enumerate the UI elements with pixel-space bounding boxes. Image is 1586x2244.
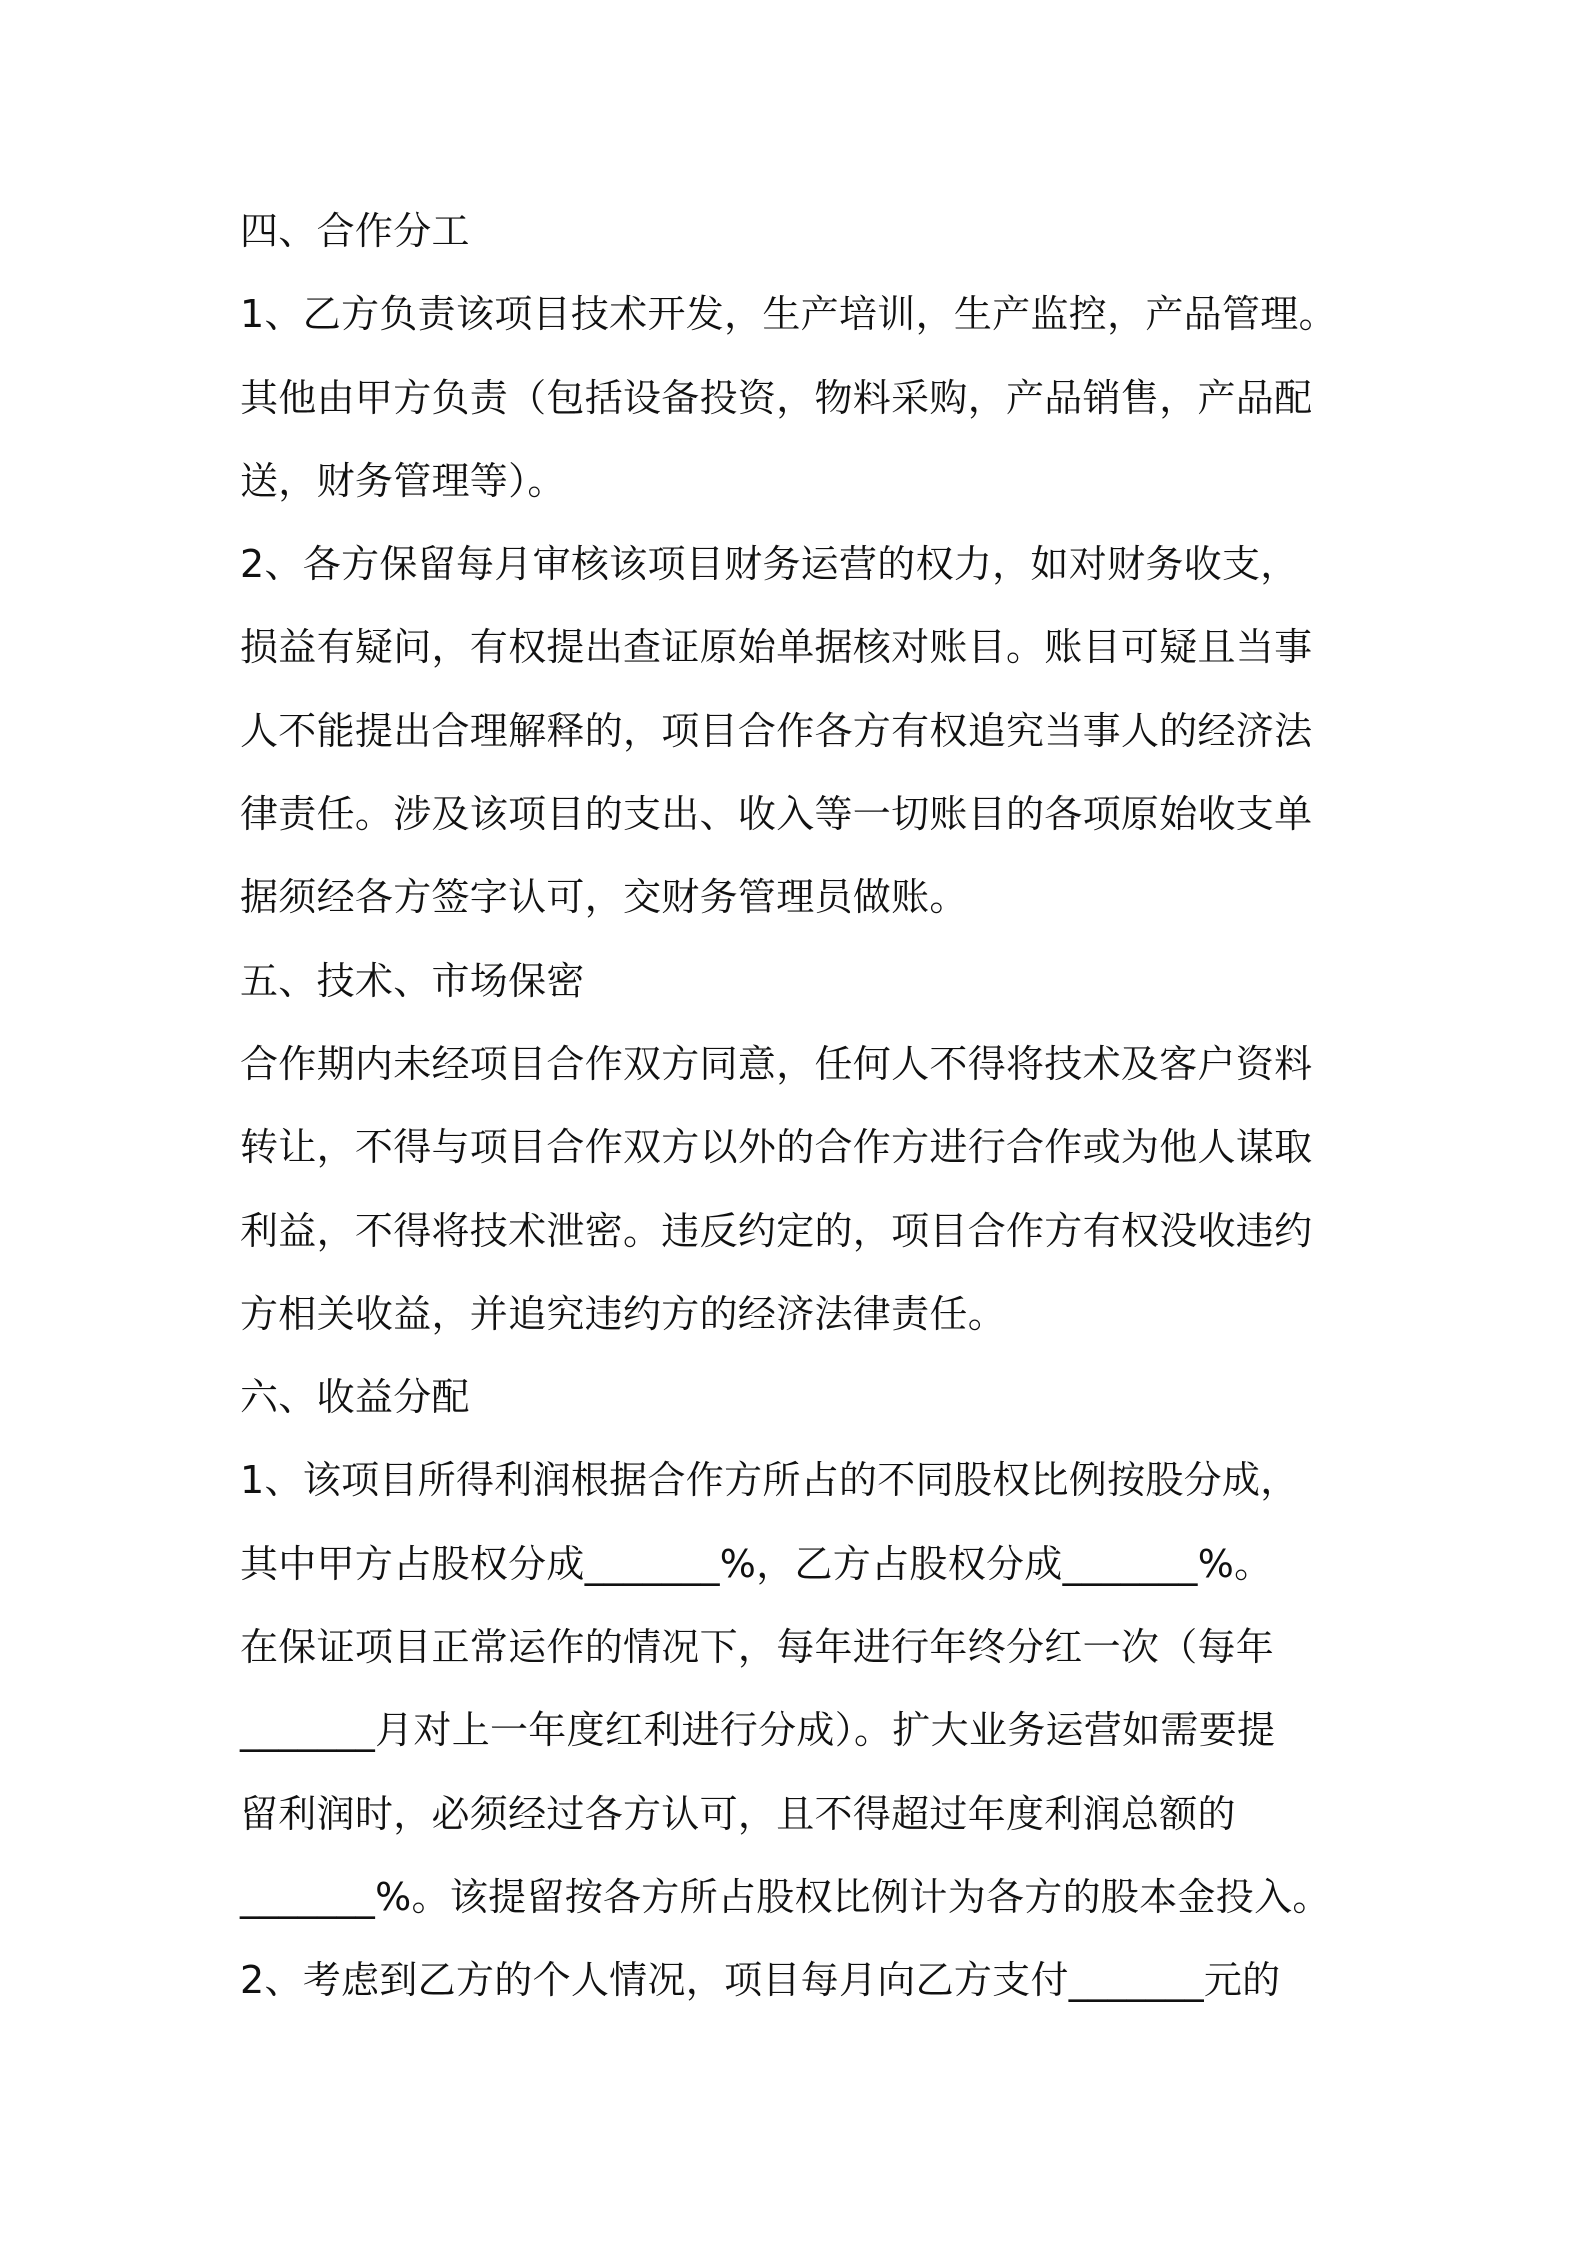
paragraph-line: 据须经各方签字认可，交财务管理员做账。 <box>240 875 968 920</box>
paragraph-line: 送，财务管理等）。 <box>240 458 566 503</box>
paragraph-line: 1、乙方负责该项目技术开发，生产培训，生产监控，产品管理。 <box>240 292 1337 337</box>
section-heading-profit-distribution: 六、收益分配 <box>240 1375 470 1420</box>
paragraph-line: 2、考虑到乙方的个人情况，项目每月向乙方支付_______元的 <box>240 1958 1281 2003</box>
paragraph-line: 合作期内未经项目合作双方同意，任何人不得将技术及客户资料 <box>240 1041 1313 1086</box>
paragraph-line: 其他由甲方负责（包括设备投资，物料采购，产品销售，产品配 <box>240 375 1313 420</box>
paragraph-line: 利益，不得将技术泄密。违反约定的，项目合作方有权没收违约 <box>240 1208 1313 1253</box>
paragraph-line: 人不能提出合理解释的，项目合作各方有权追究当事人的经济法 <box>240 708 1313 753</box>
document-body <box>240 190 1390 2023</box>
paragraph-line: 在保证项目正常运作的情况下，每年进行年终分红一次（每年 <box>240 1625 1275 1670</box>
section-heading-division-of-labor: 四、合作分工 <box>240 209 470 253</box>
paragraph-line: 留利润时，必须经过各方认可，且不得超过年度利润总额的 <box>240 1791 1236 1836</box>
paragraph-line: 律责任。涉及该项目的支出、收入等一切账目的各项原始收支单 <box>240 792 1313 837</box>
paragraph-line: _______月对上一年度红利进行分成）。扩大业务运营如需要提 <box>240 1708 1276 1753</box>
paragraph-line: 方相关收益，并追究违约方的经济法律责任。 <box>240 1291 1007 1336</box>
paragraph-line: 1、该项目所得利润根据合作方所占的不同股权比例按股分成， <box>240 1458 1299 1503</box>
section-heading-confidentiality: 五、技术、市场保密 <box>240 958 585 1003</box>
paragraph-line: 损益有疑问，有权提出查证原始单据核对账目。账目可疑且当事 <box>240 625 1313 670</box>
paragraph-line: 转让，不得与项目合作双方以外的合作方进行合作或为他人谋取 <box>240 1125 1313 1170</box>
paragraph-line: 其中甲方占股权分成_______%，乙方占股权分成_______%。 <box>240 1541 1273 1586</box>
paragraph-line: _______%。该提留按各方所占股权比例计为各方的股本金投入。 <box>240 1874 1331 1919</box>
paragraph-line: 2、各方保留每月审核该项目财务运营的权力，如对财务收支， <box>240 542 1299 587</box>
